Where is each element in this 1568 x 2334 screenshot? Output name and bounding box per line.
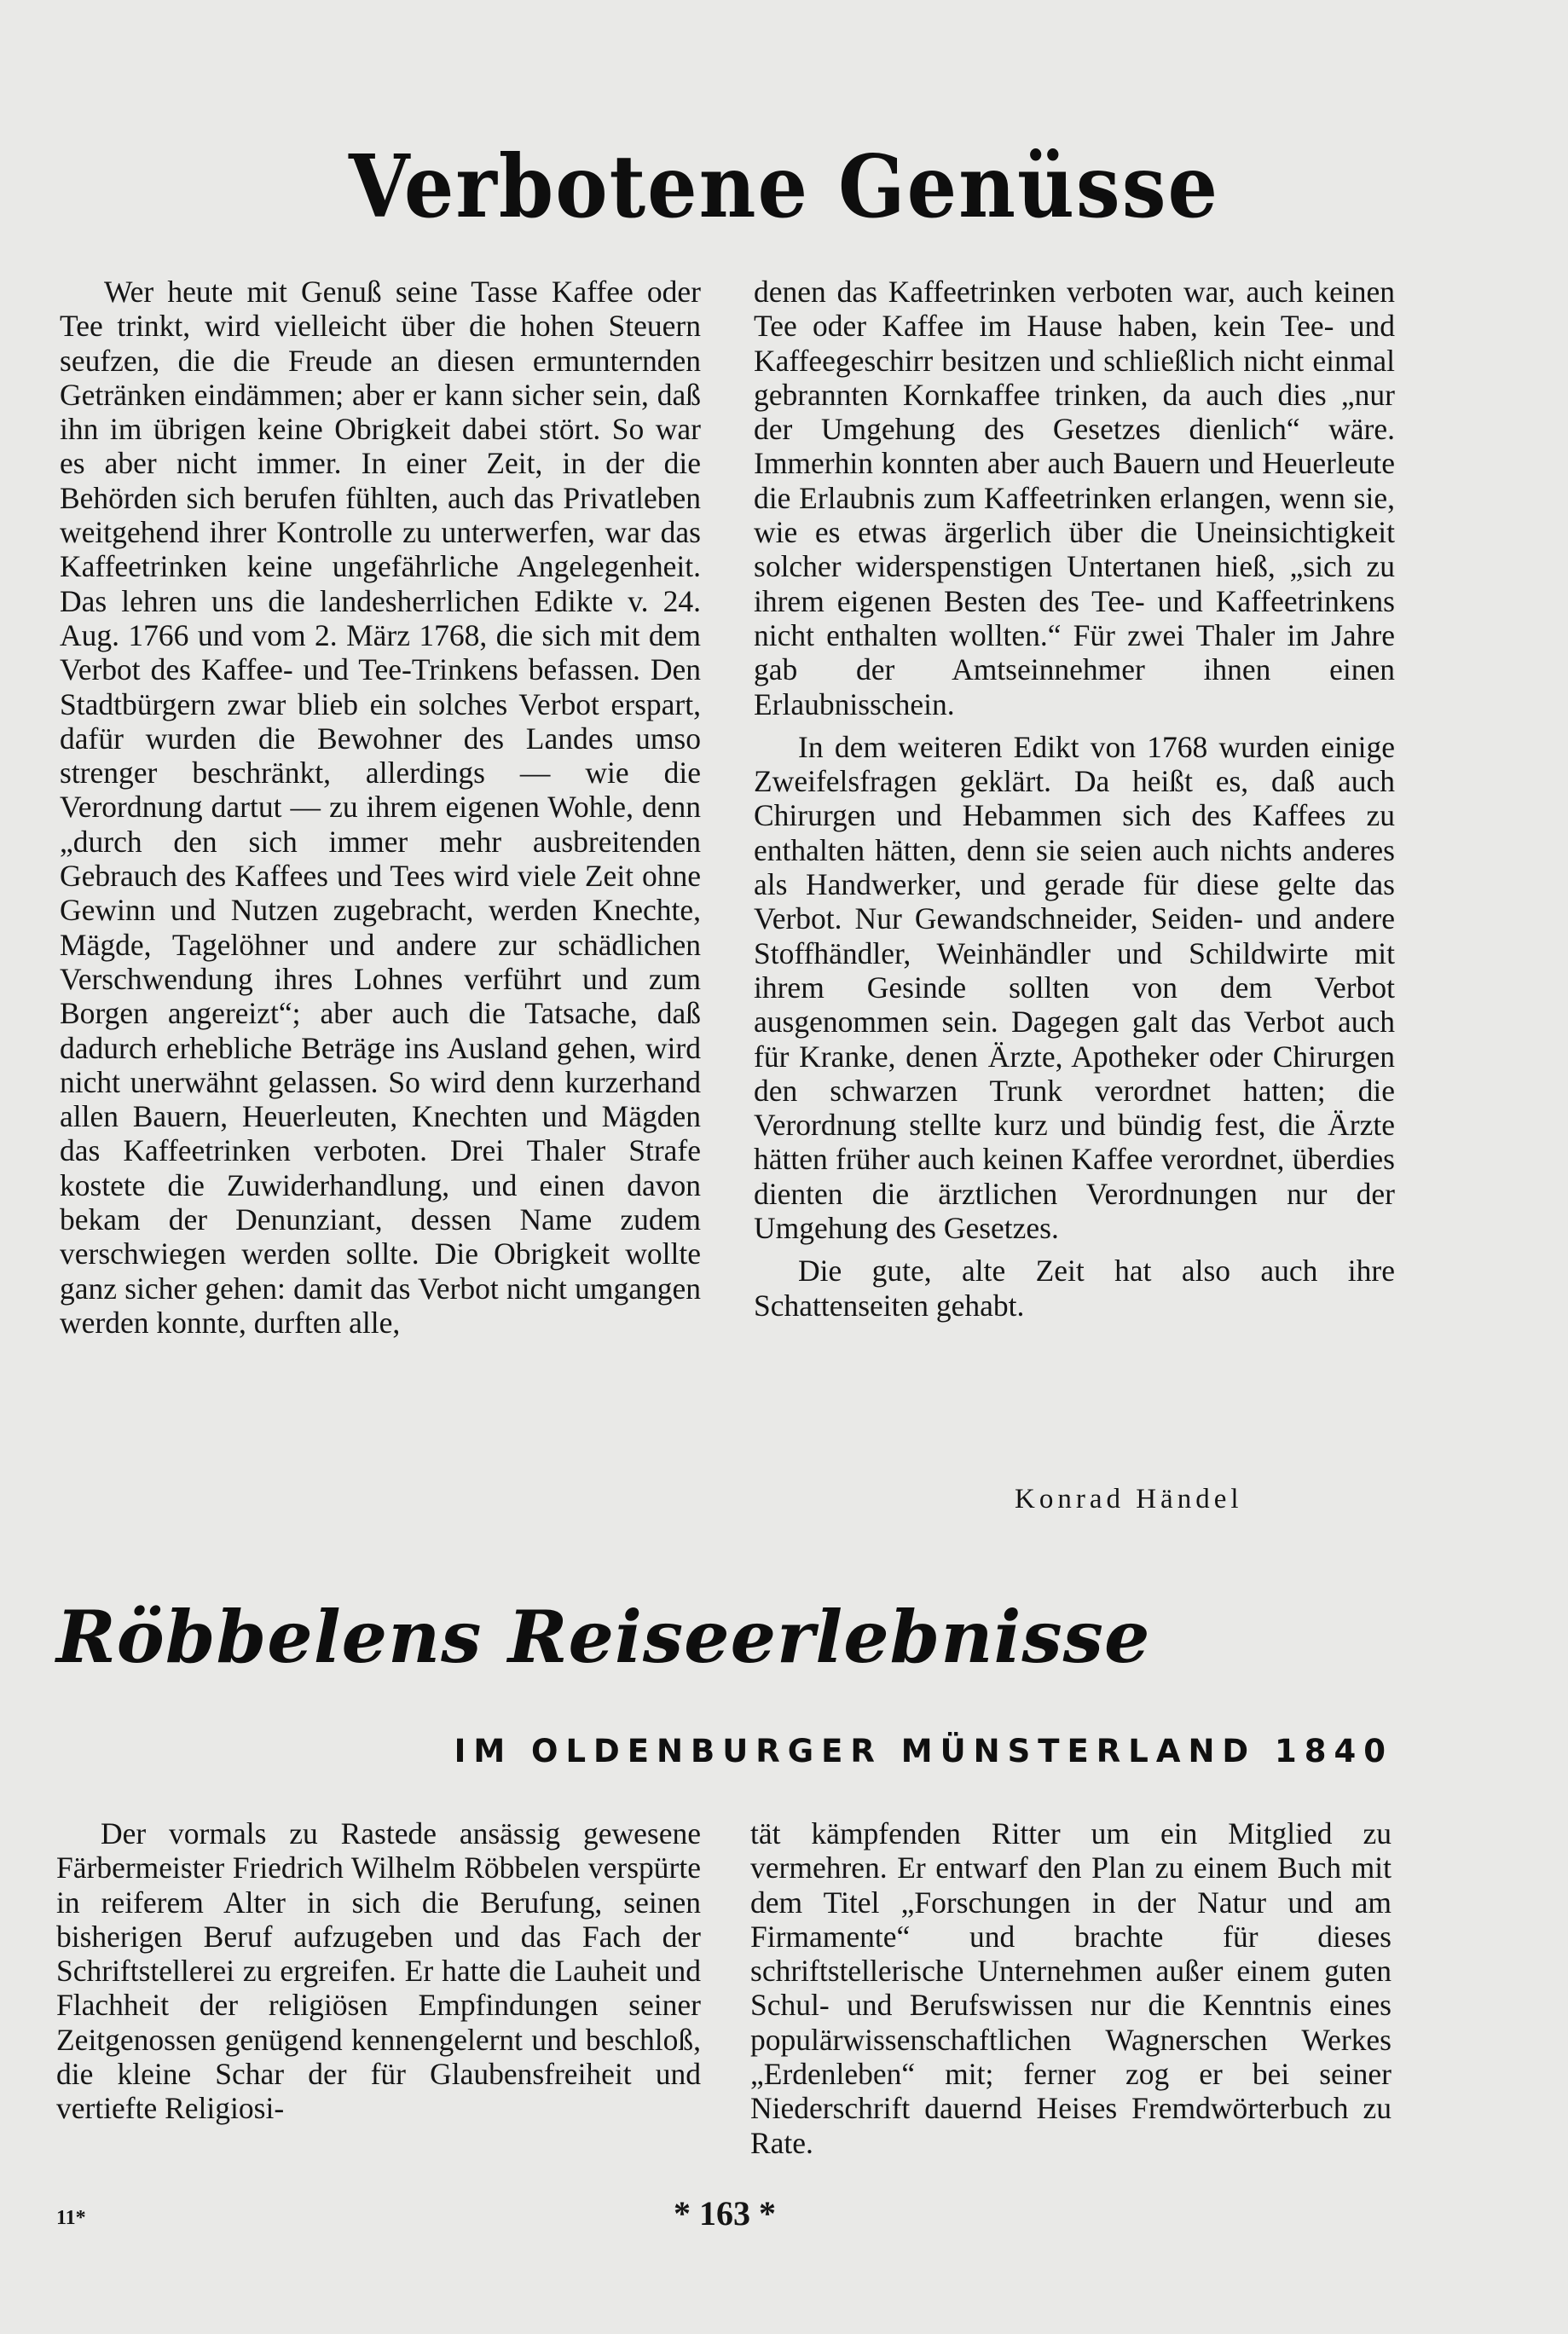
paragraph: denen das Kaffeetrinken verboten war, auch keinen Tee oder Kaffee im Hause haben, kein Tee- und Kaffeegeschirr besitzen und schließlich nicht einmal gebrannten Kornkaffee trinken, da auch dies „nur der Umgehung des Gesetzes dienlich“ wäre. Immerhin konnten aber auch Bauern und Heuerleute die Erlaubnis zum Kaffeetrinken erlangen, wenn sie, wie es etwas ärgerlich über die Uneinsichtigkeit solcher widerspenstigen Untertanen hieß, „sich zu ihrem eigenen Besten des Tee- und Kaffeetrinkens nicht enthalten wollten.“ Für zwei Thaler im Jahre gab der Amtseinnehmer ihnen einen Erlaubnisschein. — [754, 275, 1395, 721]
paragraph: In dem weiteren Edikt von 1768 wurden einige Zweifelsfragen geklärt. Da heißt es, daß auch Chirurgen und Hebammen sich des Kaffees zu enthalten hätten, denn sie seien auch nichts anderes als Handwerker, und gerade für diese gelte das Verbot. Nur Gewandschneider, Seiden- und andere Stoffhändler, Weinhändler und Schildwirte mit ihrem Gesinde sollten von dem Verbot ausgenommen sein. Dagegen galt das Verbot auch für Kranke, denen Ärzte, Apotheker oder Chirurgen den schwarzen Trunk verordnet hatten; die Verordnung stellte kurz und bündig fest, die Ärzte hätten früher auch keinen Kaffee verordnet, überdies dienten die ärztlichen Verordnungen nur der Umgehung des Gesetzes. — [754, 729, 1395, 1246]
paragraph: Wer heute mit Genuß seine Tasse Kaffee oder Tee trinkt, wird vielleicht über die hohen Steuern seufzen, die die Freude an diesen ermunternden Getränken eindämmen; aber er kann sicher sein, daß ihn im übrigen keine Obrigkeit dabei stört. So war es aber nicht immer. In einer Zeit, in der die Behörden sich berufen fühlten, auch das Privatleben weitgehend ihrer Kontrolle zu unterwerfen, war das Kaffeetrinken keine ungefährliche Angelegenheit. Das lehren uns die landesherrlichen Edikte v. 24. Aug. 1766 und vom 2. März 1768, die sich mit dem Verbot des Kaffee- und Tee-Trinkens befassen. Den Stadtbürgern zwar blieb ein solches Verbot erspart, dafür wurden die Bewohner des Landes umso strenger beschränkt, allerdings — wie die Verordnung dartut — zu ihrem eigenen Wohle, denn „durch den sich immer mehr ausbreitenden Gebrauch des Kaffees und Tees wird viele Zeit ohne Gewinn und Nutzen zugebracht, werden Knechte, Mägde, Tagelöhner und andere zur schädlichen Verschwendung ihres Lohnes verführt und zum Borgen angereizt“; aber auch die Tatsache, daß dadurch erhebliche Beträge ins Ausland gehen, wird nicht unerwähnt gelassen. So wird denn kurzerhand allen Bauern, Heuerleuten, Knechten und Mägden das Kaffeetrinken verboten. Drei Thaler Strafe kostete die Zuwiderhandlung, und einen davon bekam der Denunziant, dessen Name zudem verschwiegen werden sollte. Die Obrigkeit wollte ganz sicher gehen: damit das Verbot nicht umgangen werden konnte, durften alle, — [60, 275, 701, 1340]
article-column-right — [754, 275, 1395, 1323]
article-column-left — [56, 1816, 701, 2126]
article-title: Röbbelens Reiseerlebnisse — [56, 1595, 1151, 1679]
page-number: * 163 * — [674, 2194, 776, 2233]
paragraph: tät kämpfenden Ritter um ein Mitglied zu vermehren. Er entwarf den Plan zu einem Buch mit dem Titel „Forschungen in der Natur und am Firmamente“ und brachte für dieses schriftstellerische Unternehmen außer einem guten Schul- und Berufswissen nur die Kenntnis eines populärwissenschaftlichen Wagnerschen Werkes „Erdenleben“ mit; ferner zog er bei seiner Niederschrift dauernd Heises Fremdwörterbuch zu Rate. — [750, 1816, 1392, 2160]
article-column-left — [60, 275, 701, 1340]
article-subtitle: IM OLDENBURGER MÜNSTERLAND 1840 — [454, 1733, 1393, 1769]
article-column-right — [750, 1816, 1392, 2160]
paragraph: Der vormals zu Rastede ansässig gewesene Färbermeister Friedrich Wilhelm Röbbelen verspürte in reiferem Alter in sich die Berufung, seinen bisherigen Beruf aufzugeben und das Fach der Schriftstellerei zu ergreifen. Er hatte die Lauheit und Flachheit der religiösen Empfindungen seiner Zeitgenossen genügend kennengelernt und beschloß, die kleine Schar der für Glaubensfreiheit und vertiefte Religiosi- — [56, 1816, 701, 2126]
article-title: Verbotene Genüsse — [348, 136, 1220, 238]
author-name: Konrad Händel — [1015, 1484, 1243, 1514]
paragraph: Die gute, alte Zeit hat also auch ihre Schattenseiten gehabt. — [754, 1254, 1395, 1323]
signature-mark: 11* — [56, 2207, 86, 2229]
